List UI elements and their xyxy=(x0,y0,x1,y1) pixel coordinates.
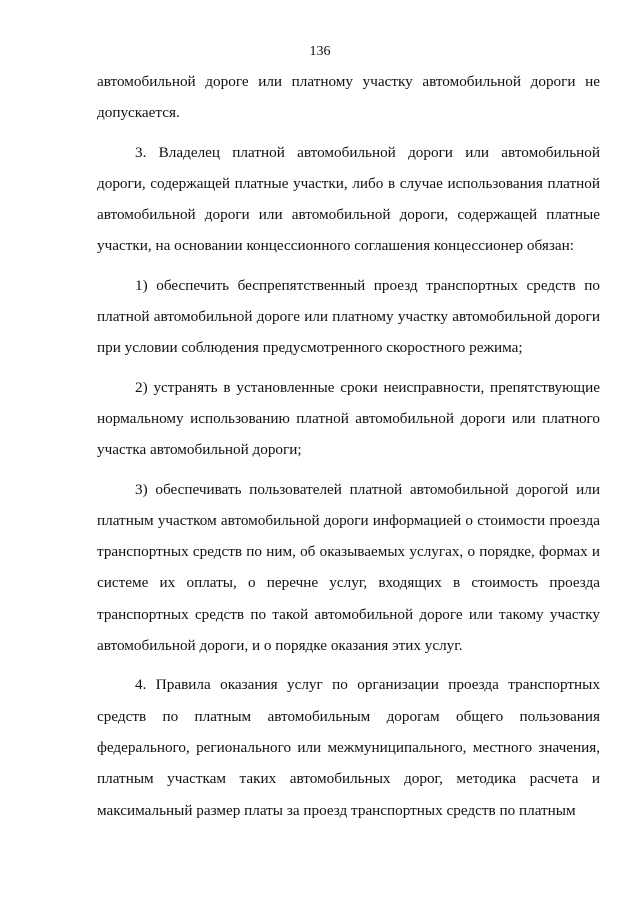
paragraph-clause-4: 4. Правила оказания услуг по организации проезда транспортных средств по платным автомобильным дорогам общего пользования федерального, регионального или межмуниципального, местного значения, платным участкам таких автомобильных дорог, методика расчета и максимальный размер платы за проезд транспортных средств по платным xyxy=(97,676,600,819)
page-number: 136 xyxy=(309,44,331,59)
paragraph-clause-3: 3. Владелец платной автомобильной дороги или автомобильной дороги, содержащей платные участки, либо в случае использования платной автомобильной дороги или автомобильной дороги, содержащей платные участки, на основании концессионного соглашения концессионер обязан: xyxy=(97,143,600,255)
body-text xyxy=(97,66,600,826)
paragraph-item-1: 1) обеспечить беспрепятственный проезд транспортных средств по платной автомобильной дороге или платному участку автомобильной дороги при условии соблюдения предусмотренного скоростного режима; xyxy=(97,276,600,357)
paragraph-item-2: 2) устранять в установленные сроки неисправности, препятствующие нормальному использованию платной автомобильной дороги или платного участка автомобильной дороги; xyxy=(97,378,600,459)
paragraph-item-3: 3) обеспечивать пользователей платной автомобильной дорогой или платным участком автомобильной дороги информацией о стоимости проезда транспортных средств по ним, об оказываемых услугах, о порядке, формах и системе их оплаты, о перечне услуг, входящих в стоимость проезда транспортных средств по такой автомобильной дороге или такому участку автомобильной дороги, и о порядке оказания этих услуг. xyxy=(97,480,600,655)
paragraph-continuation: автомобильной дороге или платному участку автомобильной дороги не допускается. xyxy=(97,73,600,122)
